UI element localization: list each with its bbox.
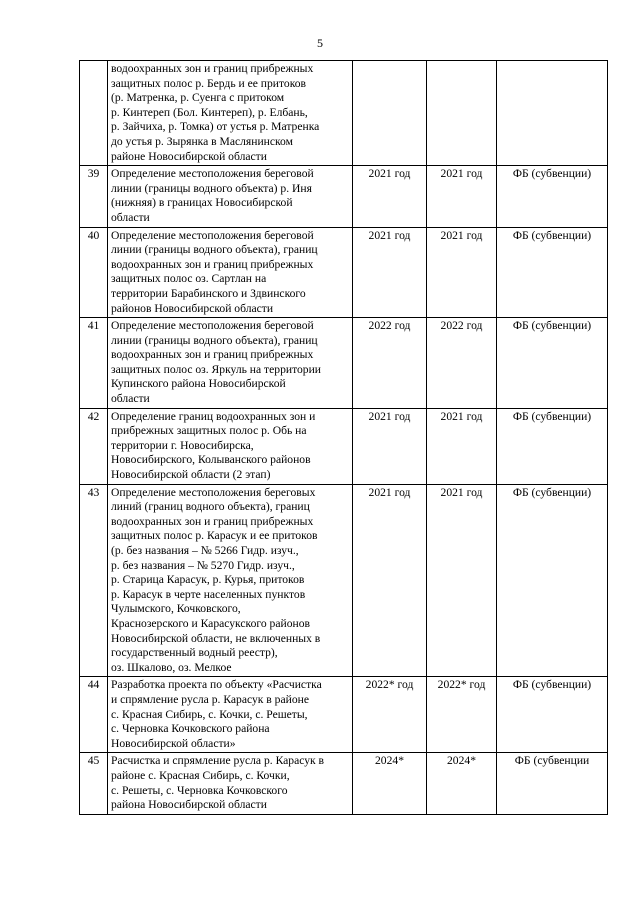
row-funding-source: ФБ (субвенции bbox=[497, 753, 608, 814]
row-start-date: 2024* bbox=[353, 753, 427, 814]
page-number: 5 bbox=[317, 36, 323, 50]
row-end-date: 2021 год bbox=[427, 484, 497, 677]
row-funding-source: ФБ (субвенции) bbox=[497, 677, 608, 753]
row-description: Определение местоположения береговой линии (границы водного объекта), границ водоохранных зон и границ прибрежных защитных полос оз. Яркуль на территории Купинского района Новосибирской области bbox=[108, 318, 353, 409]
table-row bbox=[80, 753, 608, 814]
row-description: водоохранных зон и границ прибрежных защитных полос р. Бердь и ее притоков (р. Матренка, р. Суенга с притоком р. Кинтереп (Бол. Кинтереп), р. Елбань, р. Зайчиха, р. Томка) от устья р. Матренка до устья р. Зырянка в Маслянинском районе Новосибирской области bbox=[108, 61, 353, 166]
table-row bbox=[80, 318, 608, 409]
row-number: 40 bbox=[80, 227, 108, 318]
row-start-date: 2022* год bbox=[353, 677, 427, 753]
row-funding-source: ФБ (субвенции) bbox=[497, 227, 608, 318]
row-number: 41 bbox=[80, 318, 108, 409]
row-start-date: 2021 год bbox=[353, 227, 427, 318]
row-number: 39 bbox=[80, 166, 108, 227]
row-start-date bbox=[353, 61, 427, 166]
row-funding-source: ФБ (субвенции) bbox=[497, 318, 608, 409]
table-body bbox=[80, 61, 608, 815]
row-end-date: 2021 год bbox=[427, 408, 497, 484]
row-end-date: 2022 год bbox=[427, 318, 497, 409]
row-number: 42 bbox=[80, 408, 108, 484]
row-start-date: 2021 год bbox=[353, 408, 427, 484]
row-description: Расчистка и спрямление русла р. Карасук в районе с. Красная Сибирь, с. Кочки, с. Решеты, с. Черновка Кочковского района Новосибирской области bbox=[108, 753, 353, 814]
table-row bbox=[80, 166, 608, 227]
row-description: Определение местоположения береговой линии (границы водного объекта) р. Иня (нижняя) в границах Новосибирской области bbox=[108, 166, 353, 227]
row-number: 45 bbox=[80, 753, 108, 814]
row-end-date: 2024* bbox=[427, 753, 497, 814]
row-description: Определение местоположения береговых линий (границ водного объекта), границ водоохранных зон и границ прибрежных защитных полос р. Карасук и ее притоков (р. без названия – № 5266 Гидр. изуч., р. без названия – № 5270 Гидр. изуч., р. Старица Карасук, р. Курья, притоков р. Карасук в черте населенных пунктов Чулымского, Кочковского, Краснозерского и Карасукского районов Новосибирской области, не включенных в государственный водный реестр), оз. Шкалово, оз. Мелкое bbox=[108, 484, 353, 677]
row-funding-source: ФБ (субвенции) bbox=[497, 408, 608, 484]
table-row bbox=[80, 227, 608, 318]
row-funding-source: ФБ (субвенции) bbox=[497, 166, 608, 227]
row-end-date bbox=[427, 61, 497, 166]
row-start-date: 2021 год bbox=[353, 166, 427, 227]
row-funding-source bbox=[497, 61, 608, 166]
row-number bbox=[80, 61, 108, 166]
row-end-date: 2021 год bbox=[427, 166, 497, 227]
table-row bbox=[80, 484, 608, 677]
table-row bbox=[80, 61, 608, 166]
row-end-date: 2021 год bbox=[427, 227, 497, 318]
row-start-date: 2021 год bbox=[353, 484, 427, 677]
table-row bbox=[80, 408, 608, 484]
row-description: Разработка проекта по объекту «Расчистка и спрямление русла р. Карасук в районе с. Красная Сибирь, с. Кочки, с. Решеты, с. Черновка Кочковского района Новосибирской области» bbox=[108, 677, 353, 753]
row-description: Определение границ водоохранных зон и прибрежных защитных полос р. Обь на территории г. Новосибирска, Новосибирского, Колыванского районов Новосибирской области (2 этап) bbox=[108, 408, 353, 484]
row-number: 44 bbox=[80, 677, 108, 753]
measures-table bbox=[79, 60, 608, 815]
table-row bbox=[80, 677, 608, 753]
row-number: 43 bbox=[80, 484, 108, 677]
row-description: Определение местоположения береговой линии (границы водного объекта), границ водоохранных зон и границ прибрежных защитных полос оз. Сартлан на территории Барабинского и Здвинского районов Новосибирской области bbox=[108, 227, 353, 318]
row-start-date: 2022 год bbox=[353, 318, 427, 409]
row-funding-source: ФБ (субвенции) bbox=[497, 484, 608, 677]
row-end-date: 2022* год bbox=[427, 677, 497, 753]
